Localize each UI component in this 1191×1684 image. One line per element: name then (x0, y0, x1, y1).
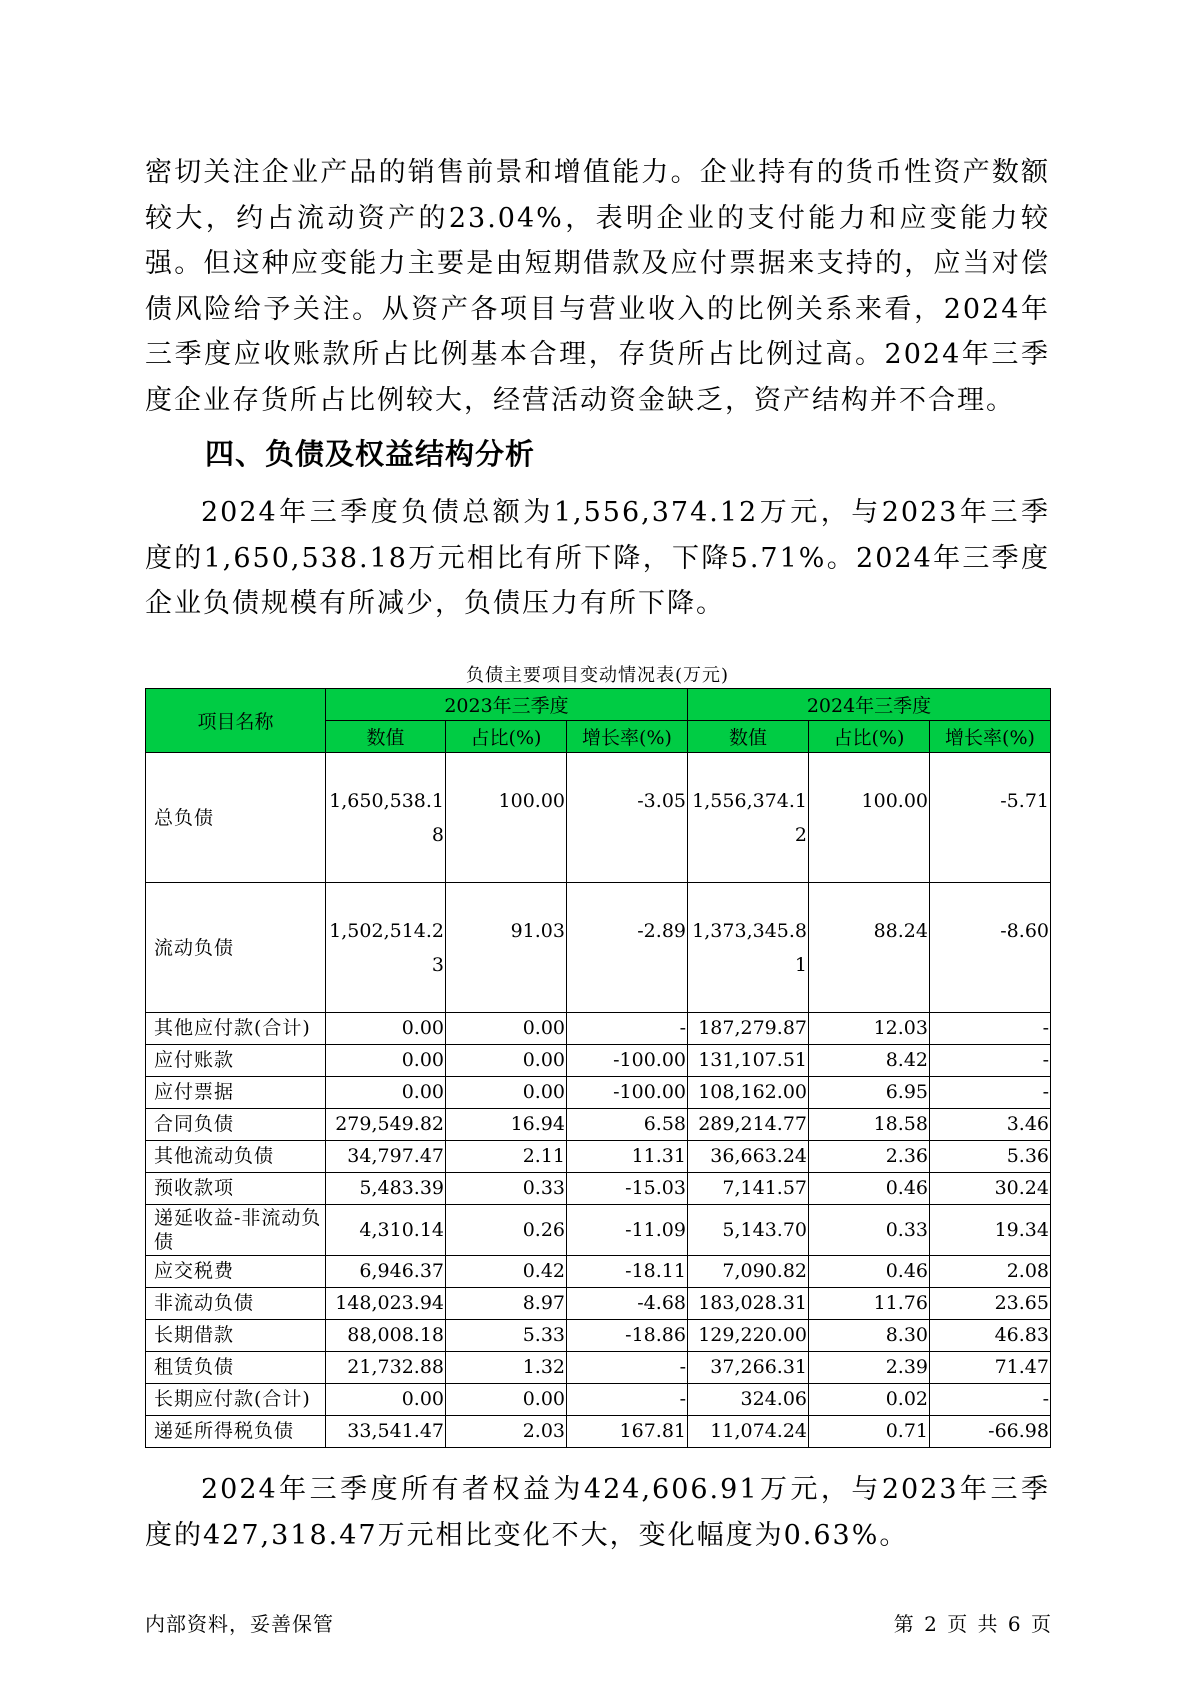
share-2023: 0.42 (446, 1256, 567, 1288)
share-2023: 100.00 (446, 753, 567, 883)
value-2023: 1,650,538.18 (326, 753, 446, 883)
value-2023: 148,023.94 (326, 1288, 446, 1320)
share-2023: 8.97 (446, 1288, 567, 1320)
value-2024: 324.06 (688, 1384, 809, 1416)
section-heading: 四、负债及权益结构分析 (205, 437, 536, 471)
share-2024: 8.30 (809, 1320, 930, 1352)
growth-2024: 19.34 (930, 1205, 1051, 1256)
header-growth-2023: 增长率(%) (567, 721, 688, 753)
value-2023: 0.00 (326, 1013, 446, 1045)
share-2023: 0.00 (446, 1045, 567, 1077)
value-2023: 6,946.37 (326, 1256, 446, 1288)
table-row (146, 1173, 1051, 1205)
growth-2024: -8.60 (930, 883, 1051, 1013)
growth-2024: 3.46 (930, 1109, 1051, 1141)
row-name: 长期应付款(合计) (146, 1384, 326, 1416)
table-row (146, 1109, 1051, 1141)
share-2023: 2.03 (446, 1416, 567, 1448)
row-name: 应付账款 (146, 1045, 326, 1077)
value-2023: 1,502,514.23 (326, 883, 446, 1013)
share-2024: 12.03 (809, 1013, 930, 1045)
value-2023: 21,732.88 (326, 1352, 446, 1384)
value-2024: 129,220.00 (688, 1320, 809, 1352)
header-share-2024: 占比(%) (809, 721, 930, 753)
share-2024: 2.36 (809, 1141, 930, 1173)
liabilities-table (145, 688, 1051, 1448)
value-2023: 0.00 (326, 1045, 446, 1077)
table-row (146, 1288, 1051, 1320)
value-2024: 1,373,345.81 (688, 883, 809, 1013)
table-row (146, 1256, 1051, 1288)
header-growth-2024: 增长率(%) (930, 721, 1051, 753)
value-2023: 34,797.47 (326, 1141, 446, 1173)
growth-2023: -100.00 (567, 1045, 688, 1077)
table-row (146, 1384, 1051, 1416)
table-caption: 负债主要项目变动情况表(万元) (465, 665, 730, 686)
value-2023: 88,008.18 (326, 1320, 446, 1352)
share-2023: 1.32 (446, 1352, 567, 1384)
share-2024: 88.24 (809, 883, 930, 1013)
value-2023: 5,483.39 (326, 1173, 446, 1205)
share-2023: 2.11 (446, 1141, 567, 1173)
table-row (146, 1320, 1051, 1352)
growth-2023: -3.05 (567, 753, 688, 883)
row-name: 其他流动负债 (146, 1141, 326, 1173)
growth-2023: -100.00 (567, 1077, 688, 1109)
row-name: 合同负债 (146, 1109, 326, 1141)
header-item-name: 项目名称 (146, 689, 326, 753)
header-share-2023: 占比(%) (446, 721, 567, 753)
growth-2024: -66.98 (930, 1416, 1051, 1448)
row-name: 租赁负债 (146, 1352, 326, 1384)
growth-2024: -5.71 (930, 753, 1051, 883)
row-name: 预收款项 (146, 1173, 326, 1205)
growth-2023: - (567, 1013, 688, 1045)
share-2024: 18.58 (809, 1109, 930, 1141)
row-name: 非流动负债 (146, 1288, 326, 1320)
value-2023: 279,549.82 (326, 1109, 446, 1141)
header-period-2024: 2024年三季度 (688, 689, 1051, 721)
share-2023: 0.00 (446, 1077, 567, 1109)
growth-2023: - (567, 1384, 688, 1416)
share-2023: 91.03 (446, 883, 567, 1013)
row-name: 应付票据 (146, 1077, 326, 1109)
growth-2023: -2.89 (567, 883, 688, 1013)
value-2023: 0.00 (326, 1077, 446, 1109)
growth-2024: 30.24 (930, 1173, 1051, 1205)
value-2024: 5,143.70 (688, 1205, 809, 1256)
growth-2024: 46.83 (930, 1320, 1051, 1352)
table-row (146, 1141, 1051, 1173)
growth-2024: - (930, 1045, 1051, 1077)
value-2024: 7,141.57 (688, 1173, 809, 1205)
header-value-2023: 数值 (326, 721, 446, 753)
body-paragraph-3: 2024年三季度所有者权益为424,606.91万元，与2023年三季度的427,318.47万元相比变化不大，变化幅度为0.63%。 (145, 1474, 1050, 1551)
table-row (146, 1416, 1051, 1448)
growth-2023: - (567, 1352, 688, 1384)
row-name: 流动负债 (146, 883, 326, 1013)
table-row (146, 883, 1051, 1013)
table-row (146, 1077, 1051, 1109)
share-2023: 0.00 (446, 1384, 567, 1416)
growth-2024: - (930, 1384, 1051, 1416)
growth-2023: 11.31 (567, 1141, 688, 1173)
share-2024: 2.39 (809, 1352, 930, 1384)
body-paragraph-1: 密切关注企业产品的销售前景和增值能力。企业持有的货币性资产数额较大，约占流动资产的23.04%，表明企业的支付能力和应变能力较强。但这种应变能力主要是由短期借款及应付票据来支持的，应当对偿债风险给予关注。从资产各项目与营业收入的比例关系来看，2024年三季度应收账款所占比例基本合理，存货所占比例过高。2024年三季度企业存货所占比例较大，经营活动资金缺乏，资产结构并不合理。 (145, 157, 1050, 416)
growth-2023: -15.03 (567, 1173, 688, 1205)
body-paragraph-2: 2024年三季度负债总额为1,556,374.12万元，与2023年三季度的1,650,538.18万元相比有所下降，下降5.71%。2024年三季度企业负债规模有所减少，负债压力有所下降。 (145, 497, 1050, 619)
share-2023: 0.00 (446, 1013, 567, 1045)
growth-2023: -18.11 (567, 1256, 688, 1288)
row-name: 应交税费 (146, 1256, 326, 1288)
row-name: 其他应付款(合计) (146, 1013, 326, 1045)
footer-page-number: 第 2 页 共 6 页 (893, 1612, 1051, 1636)
value-2023: 4,310.14 (326, 1205, 446, 1256)
table-row (146, 753, 1051, 883)
row-name: 长期借款 (146, 1320, 326, 1352)
share-2023: 0.26 (446, 1205, 567, 1256)
value-2024: 11,074.24 (688, 1416, 809, 1448)
share-2024: 0.71 (809, 1416, 930, 1448)
share-2024: 11.76 (809, 1288, 930, 1320)
share-2023: 16.94 (446, 1109, 567, 1141)
growth-2024: - (930, 1077, 1051, 1109)
growth-2024: 2.08 (930, 1256, 1051, 1288)
share-2024: 0.02 (809, 1384, 930, 1416)
footer-confidential-note: 内部资料，妥善保管 (145, 1612, 334, 1636)
growth-2023: -4.68 (567, 1288, 688, 1320)
header-period-2023: 2023年三季度 (326, 689, 688, 721)
growth-2024: - (930, 1013, 1051, 1045)
growth-2023: 167.81 (567, 1416, 688, 1448)
header-value-2024: 数值 (688, 721, 809, 753)
value-2024: 108,162.00 (688, 1077, 809, 1109)
share-2024: 6.95 (809, 1077, 930, 1109)
value-2024: 183,028.31 (688, 1288, 809, 1320)
growth-2024: 23.65 (930, 1288, 1051, 1320)
row-name: 递延收益-非流动负债 (146, 1205, 326, 1256)
growth-2023: -11.09 (567, 1205, 688, 1256)
share-2024: 0.46 (809, 1256, 930, 1288)
growth-2024: 5.36 (930, 1141, 1051, 1173)
row-name: 总负债 (146, 753, 326, 883)
growth-2023: -18.86 (567, 1320, 688, 1352)
share-2024: 8.42 (809, 1045, 930, 1077)
growth-2023: 6.58 (567, 1109, 688, 1141)
share-2023: 5.33 (446, 1320, 567, 1352)
value-2024: 36,663.24 (688, 1141, 809, 1173)
value-2024: 37,266.31 (688, 1352, 809, 1384)
table-row (146, 1045, 1051, 1077)
value-2024: 1,556,374.12 (688, 753, 809, 883)
share-2024: 100.00 (809, 753, 930, 883)
value-2023: 33,541.47 (326, 1416, 446, 1448)
share-2024: 0.46 (809, 1173, 930, 1205)
share-2024: 0.33 (809, 1205, 930, 1256)
table-row (146, 1352, 1051, 1384)
table-row (146, 1205, 1051, 1256)
growth-2024: 71.47 (930, 1352, 1051, 1384)
value-2024: 7,090.82 (688, 1256, 809, 1288)
value-2024: 131,107.51 (688, 1045, 809, 1077)
row-name: 递延所得税负债 (146, 1416, 326, 1448)
value-2024: 187,279.87 (688, 1013, 809, 1045)
value-2023: 0.00 (326, 1384, 446, 1416)
share-2023: 0.33 (446, 1173, 567, 1205)
value-2024: 289,214.77 (688, 1109, 809, 1141)
table-row (146, 1013, 1051, 1045)
